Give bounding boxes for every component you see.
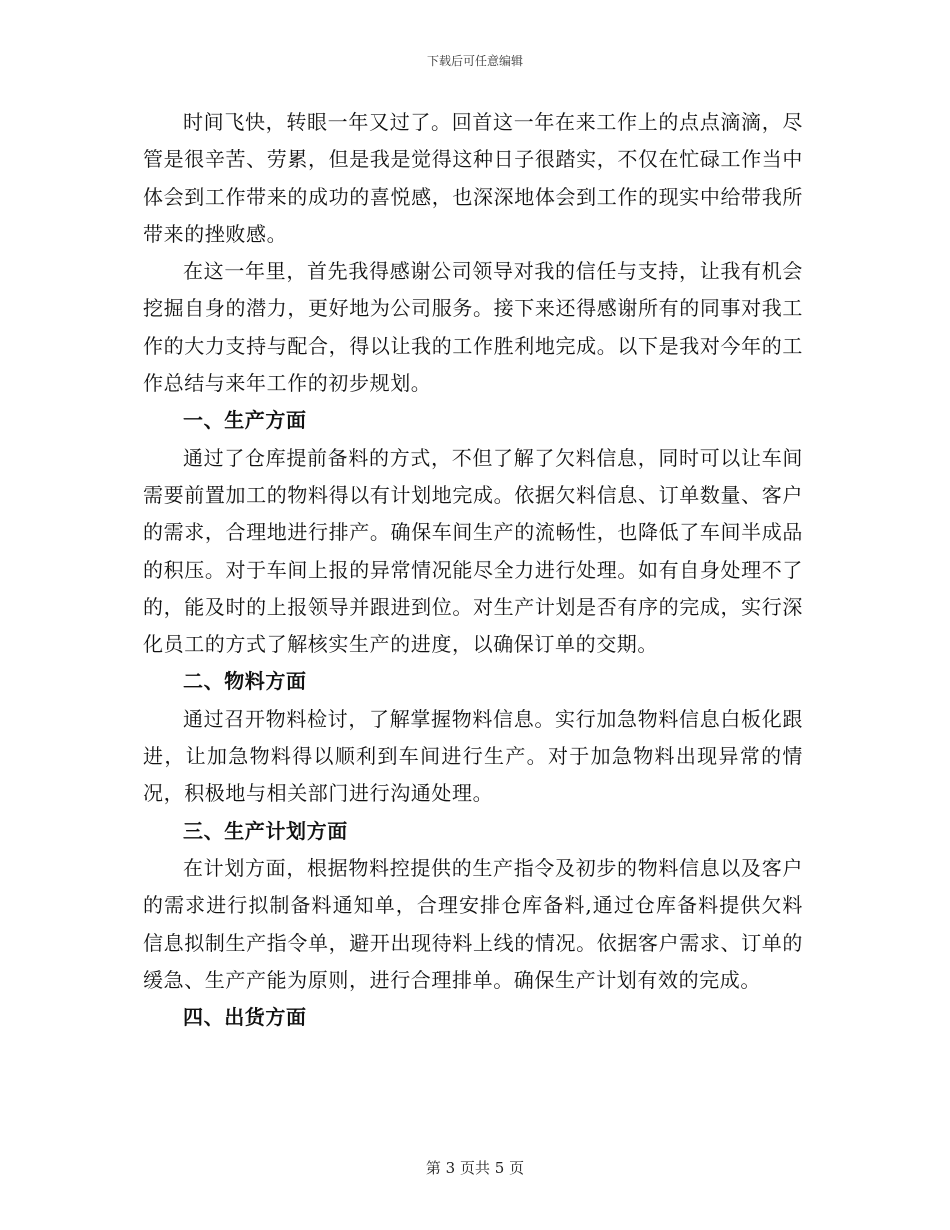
paragraph-production: 通过了仓库提前备料的方式，不但了解了欠料信息，同时可以让车间需要前置加工的物料得以有计划地完成。依据欠料信息、订单数量、客户的需求，合理地进行排产。确保车间生产的流畅性，也降低了车间半成品的积压。对于车间上报的异常情况能尽全力进行处理。如有自身处理不了的，能及时的上报领导并跟进到位。对生产计划是否有序的完成，实行深化员工的方式了解核实生产的进度，以确保订单的交期。	[143, 445, 803, 657]
document-body	[143, 104, 803, 1036]
section-heading-shipping: 四、出货方面	[183, 1005, 307, 1030]
page-number: 第 3 页共 5 页	[425, 1159, 525, 1177]
paragraph-materials: 通过召开物料检讨，了解掌握物料信息。实行加急物料信息白板化跟进，让加急物料得以顺利到车间进行生产。对于加急物料出现异常的情况，积极地与相关部门进行沟通处理。	[143, 706, 803, 806]
page-header: 下载后可任意编辑	[426, 54, 523, 68]
paragraph-intro: 时间飞快，转眼一年又过了。回首这一年在来工作上的点点滴滴，尽管是很辛苦、劳累，但是我是觉得这种日子很踏实，不仅在忙碌工作当中体会到工作带来的成功的喜悦感，也深深地体会到工作的现实中给带我所带来的挫败感。	[143, 110, 803, 246]
paragraph-thanks: 在这一年里，首先我得感谢公司领导对我的信任与支持，让我有机会挖掘自身的潜力，更好地为公司服务。接下来还得感谢所有的同事对我工作的大力支持与配合，得以让我的工作胜利地完成。以下是我对今年的工作总结与来年工作的初步规划。	[143, 259, 803, 396]
paragraph-production-plan: 在计划方面，根据物料控提供的生产指令及初步的物料信息以及客户的需求进行拟制备料通知单，合理安排仓库备料,通过仓库备料提供欠料信息拟制生产指令单，避开出现待料上线的情况。依据客户需求、订单的缓急、生产产能为原则，进行合理排单。确保生产计划有效的完成。	[143, 855, 803, 992]
section-heading-materials: 二、物料方面	[183, 669, 307, 694]
section-heading-production: 一、生产方面	[183, 408, 307, 433]
section-heading-production-plan: 三、生产计划方面	[183, 818, 348, 843]
